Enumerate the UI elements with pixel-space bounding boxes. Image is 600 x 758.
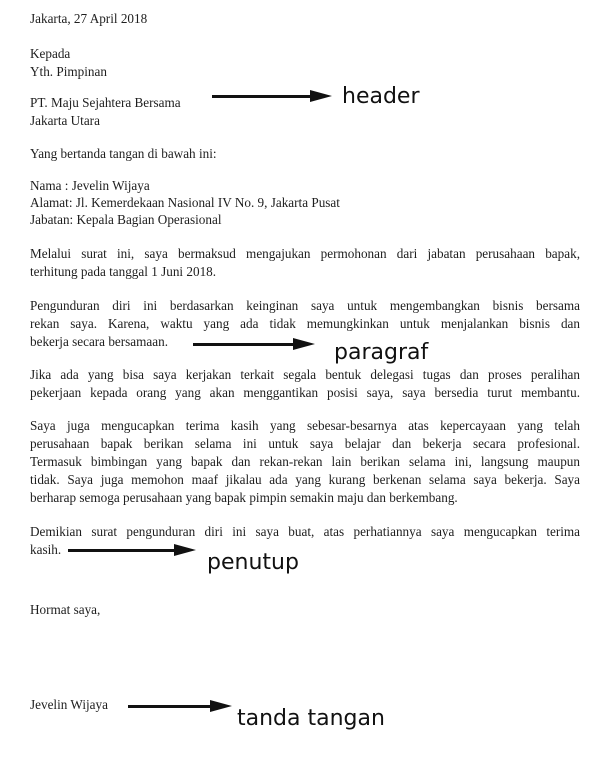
company-name: PT. Maju Sejahtera Bersama: [30, 95, 181, 110]
closing-arrow-icon: [68, 544, 196, 556]
header-arrow-icon: [212, 90, 332, 102]
paragraph-2-line-3: bekerja secara bersamaan.: [30, 334, 169, 349]
signature-annotation-label: tanda tangan: [237, 706, 385, 731]
paragraph-3-line-2: pekerjaan kepada orang yang akan menggantikan posisi saya, saya bersedia turut membantu.: [30, 385, 580, 400]
paragraph-4-line-5: berharap semoga perusahaan yang bapak pimpin semakin maju dan berkembang.: [30, 490, 458, 505]
paragraph-arrow-icon: [193, 338, 315, 350]
intro-line: Yang bertanda tangan di bawah ini:: [30, 146, 217, 161]
position-line: Jabatan: Kepala Bagian Operasional: [30, 212, 222, 227]
paragraph-4-line-1: Saya juga mengucapkan terima kasih yang sebesar-besarnya atas kepercayaan yang telah: [30, 418, 580, 433]
paragraph-3-line-1: Jika ada yang bisa saya kerjakan terkait segala bentuk delegasi tugas dan proses peralihan: [30, 367, 580, 382]
letter-date: Jakarta, 27 April 2018: [30, 11, 148, 26]
closing-line-2: kasih.: [30, 542, 62, 557]
recipient-line-2: Yth. Pimpinan: [30, 64, 107, 79]
closing-annotation-label: penutup: [207, 550, 299, 575]
paragraph-1-line-1: Melalui surat ini, saya bermaksud mengajukan permohonan dari jabatan perusahaan bapak,: [30, 246, 580, 261]
closing-line-1: Demikian surat pengunduran diri ini saya buat, atas perhatiannya saya mengucapkan terima: [30, 524, 580, 539]
paragraph-annotation-label: paragraf: [334, 340, 429, 365]
signature-arrow-icon: [128, 700, 232, 712]
paragraph-4-line-3: Termasuk bimbingan yang bapak dan rekan-rekan lain berikan selama ini, langsung maupun: [30, 454, 580, 469]
paragraph-4-line-2: perusahaan bapak berikan selama ini untuk saya belajar dan bekerja secara profesional.: [30, 436, 580, 451]
address-line: Alamat: Jl. Kemerdekaan Nasional IV No. 9, Jakarta Pusat: [30, 195, 340, 210]
recipient-line-1: Kepada: [30, 46, 71, 61]
signature-name: Jevelin Wijaya: [30, 697, 108, 712]
company-city: Jakarta Utara: [30, 113, 100, 128]
name-line: Nama : Jevelin Wijaya: [30, 178, 150, 193]
header-annotation-label: header: [342, 84, 420, 109]
paragraph-2-line-2: rekan saya. Karena, waktu yang ada tidak memungkinkan untuk menjalankan bisnis dan: [30, 316, 580, 331]
paragraph-2-line-1: Pengunduran diri ini berdasarkan keinginan saya untuk mengembangkan bisnis bersama: [30, 298, 580, 313]
salutation: Hormat saya,: [30, 602, 101, 617]
paragraph-4-line-4: tidak. Saya juga memohon maaf jikalau ada yang kurang berkenan selama saya bekerja. Saya: [30, 472, 580, 487]
paragraph-1-line-2: terhitung pada tanggal 1 Juni 2018.: [30, 264, 217, 279]
